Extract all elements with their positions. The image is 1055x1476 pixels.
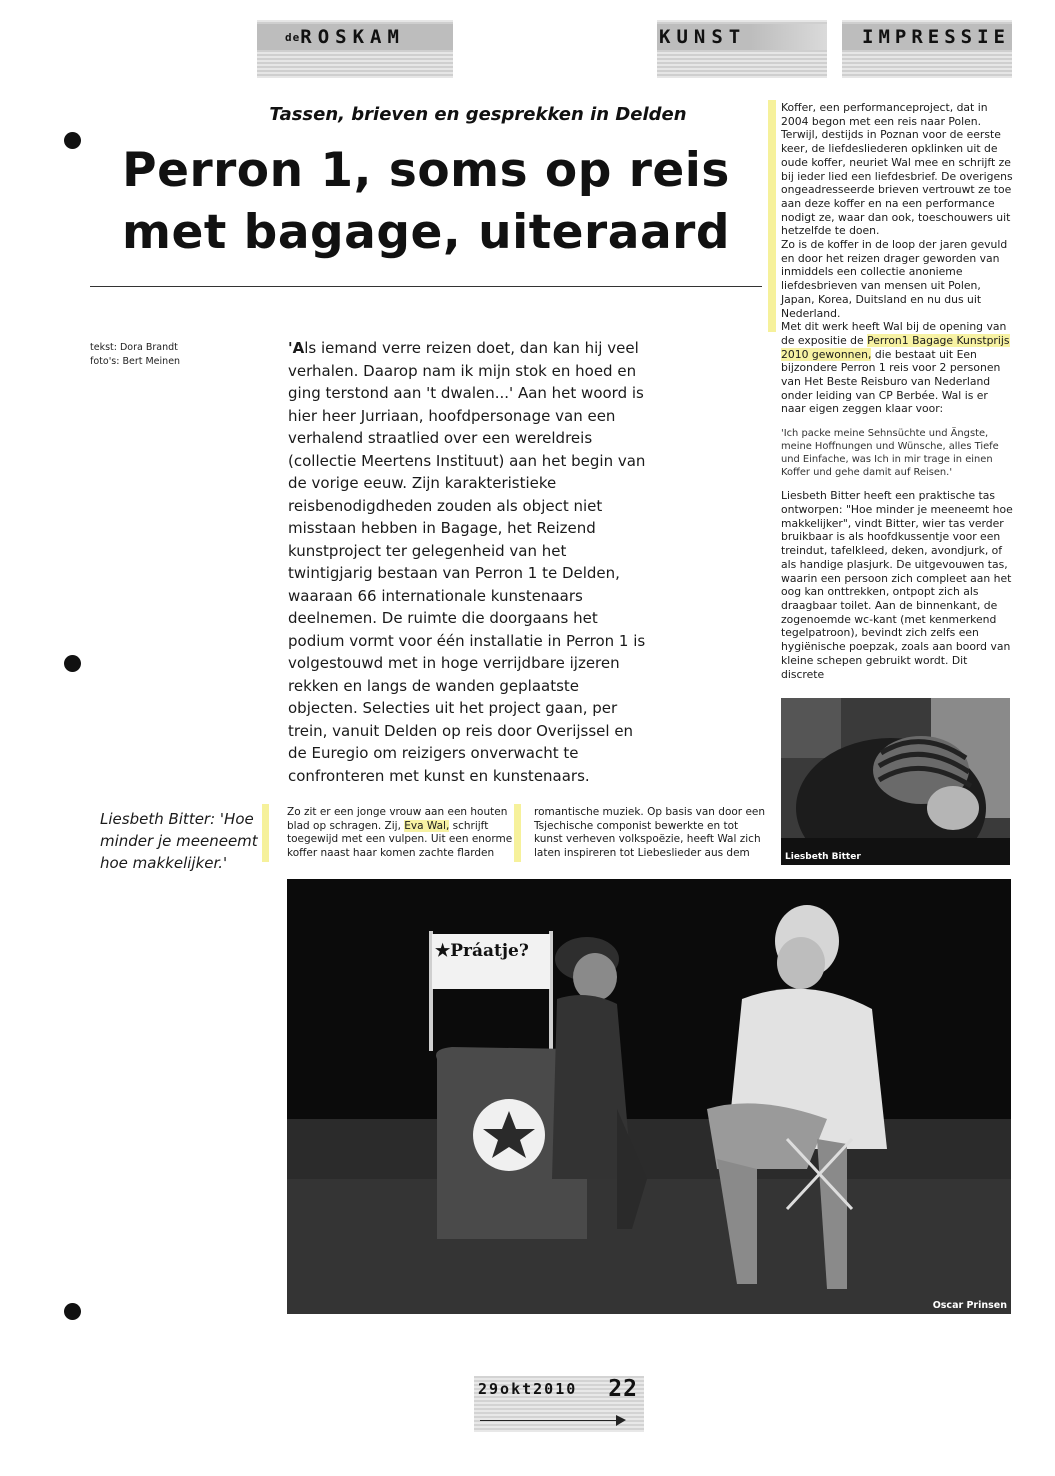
credit-photo: foto's: Bert Meinen — [90, 356, 181, 367]
headline-line-2: met bagage, uiteraard — [122, 205, 730, 260]
bottom-col1-b: schrijft toegewijd met een vulpen. Uit een enorme koffer naast haar komen zachte flarden — [287, 819, 513, 859]
headline-rule — [90, 286, 762, 287]
punch-hole-middle — [64, 655, 81, 672]
photo-liesbeth-bitter-image — [781, 698, 1010, 865]
tab-roskam-prefix: de — [285, 31, 301, 44]
right-col-para-1: Koffer, een performanceproject, dat in 2004 begon met een reis naar Polen. Terwijl, destijds in Poznan voor de eerste keer, de liefdesliederen opklinken uit de oude koffer, neuriet Wal mee en schrijft ze bij ieder lied een liefdesbrief. De overigens ongeadresseerde brieven vertrouwt ze toe aan deze koffer en na een performance nodigt ze, waar dan ook, toeschouwers uit hetzelfde te doen. — [781, 101, 1013, 238]
big-photo-caption: Oscar Prinsen — [932, 1300, 1007, 1311]
photo-praatje — [287, 879, 1011, 1314]
punch-hole-top — [64, 132, 81, 149]
header-tab-impressie — [842, 20, 1012, 78]
bottom-column-2: romantische muziek. Op basis van door een Tsjechische componist bewerkte en tot kunst verheven volkspoëzie, heeft Wal zich laten inspireren tot Liebeslieder aus dem — [534, 806, 766, 859]
praatje-sign-text — [435, 941, 529, 961]
punch-hole-bottom — [64, 1303, 81, 1320]
credits — [90, 341, 180, 369]
star-icon: ★ — [435, 941, 451, 961]
eva-wal-highlight: Eva Wal, — [404, 819, 450, 832]
right-col-para-2: Zo is de koffer in de loop der jaren gevuld en door het reizen drager geworden van inmiddels een collectie anonieme liefdesbrieven van mensen uit Polen, Japan, Korea, Duitsland en nu dus uit Nederland. — [781, 238, 1008, 320]
tab-roskam-label: ROSKAM — [300, 26, 405, 48]
credit-text: tekst: Dora Brandt — [90, 342, 178, 353]
photo-praatje-image — [287, 879, 1011, 1314]
praatje-sign-label: Práatje? — [450, 941, 529, 961]
lead-initial: 'A — [288, 339, 305, 357]
article-subtitle: Tassen, brieven en gesprekken in Delden — [269, 104, 687, 125]
small-photo-caption: Liesbeth Bitter — [785, 852, 861, 862]
tab-kunst-label: KUNST — [659, 26, 747, 48]
bottom-column-1 — [287, 806, 523, 860]
prize-highlight: Perron1 Bagage Kunstprijs 2010 gewonnen, — [781, 333, 1010, 361]
tab-impressie-label: IMPRESSIE — [862, 26, 1010, 48]
right-col-para-3a: Met dit werk heeft Wal bij de opening van de expositie de — [781, 320, 1007, 347]
arrow-right-icon — [616, 1415, 626, 1426]
right-col-para-3b: die bestaat uit Een bijzondere Perron 1 reis voor 2 personen van Het Beste Reisburo van Nederland onder leiding van CP Berbée. Wal is er naar eigen zeggen klaar voor: — [781, 347, 1001, 416]
highlighter-mark-bottom-1 — [262, 804, 269, 862]
footer-date: 29okt2010 — [478, 1380, 578, 1398]
page-footer — [474, 1376, 644, 1432]
header-tab-roskam — [257, 20, 453, 78]
right-column — [781, 101, 1013, 681]
highlighter-mark-right-col — [768, 100, 776, 332]
headline-line-1: Perron 1, soms op reis — [122, 143, 730, 198]
right-col-para-4: Liesbeth Bitter heeft een praktische tas ontworpen: "Hoe minder je meeneemt hoe makkelijker", vindt Bitter, wier tas verder bruikbaar is als hoofdkussentje voor een treindut, tafelkleed, deken, avondjurk, of als handige plasjurk. De uitgevouwen tas, waarin een persoon zich compleet aan het oog kan onttrekken, ontpopt zich als draagbaar toilet. Aan de binnenkant, de zogenoemde wc-kant (met kenmerkend tegelpatroon), bevindt zich zelfs een hygiënische poepzak, zoals aan boord van kleine schepen gebruikt wordt. Dit discrete — [781, 489, 1013, 681]
article-headline — [96, 140, 756, 264]
header-tab-kunst — [657, 20, 827, 78]
photo-liesbeth-bitter — [781, 698, 1010, 865]
footer-arrow-line — [480, 1420, 622, 1421]
lead-paragraph — [288, 337, 648, 787]
page-number: 22 — [608, 1376, 638, 1402]
pull-quote: Liesbeth Bitter: 'Hoe minder je meeneemt hoe makkelijker.' — [100, 810, 258, 872]
bottom-col1-a: Zo zit er een jonge vrouw aan een houten blad op schragen. Zij, — [287, 806, 508, 832]
german-quote: 'Ich packe meine Sehnsüchte und Ängste, meine Hoffnungen und Wünsche, alles Tiefe und Einfache, was Ich in mir trage in einen Koffer und gehe damit auf Reisen.' — [781, 428, 999, 478]
lead-text: ls iemand verre reizen doet, dan kan hij veel verhalen. Daarop nam ik mijn stok en hoed en ging terstond aan 't dwalen...' Aan het woord is hier heer Jurriaan, hoofdpersonage van een verhalend straatlied over een wereldreis (collectie Meertens Instituut) aan het begin van de vorige eeuw. Zijn karakteristieke reisbenodigdheden zouden als object niet misstaan hebben in Bagage, het Reizend kunstproject ter gelegenheid van het twintigjarig bestaan van Perron 1 te Delden, waaraan 66 internationale kunstenaars deelnemen. De ruimte die doorgaans het podium vormt voor één installatie in Perron 1 is volgestouwd met in hoge verrijdbare ijzeren rekken en langs de wanden geplaatste objecten. Selecties uit het project gaan, per trein, vanuit Delden op reis door Overijssel en de Euregio om reizigers onverwacht te confronteren met kunst en kunstenaars. — [288, 339, 646, 785]
right-col-para-3 — [781, 320, 1013, 416]
